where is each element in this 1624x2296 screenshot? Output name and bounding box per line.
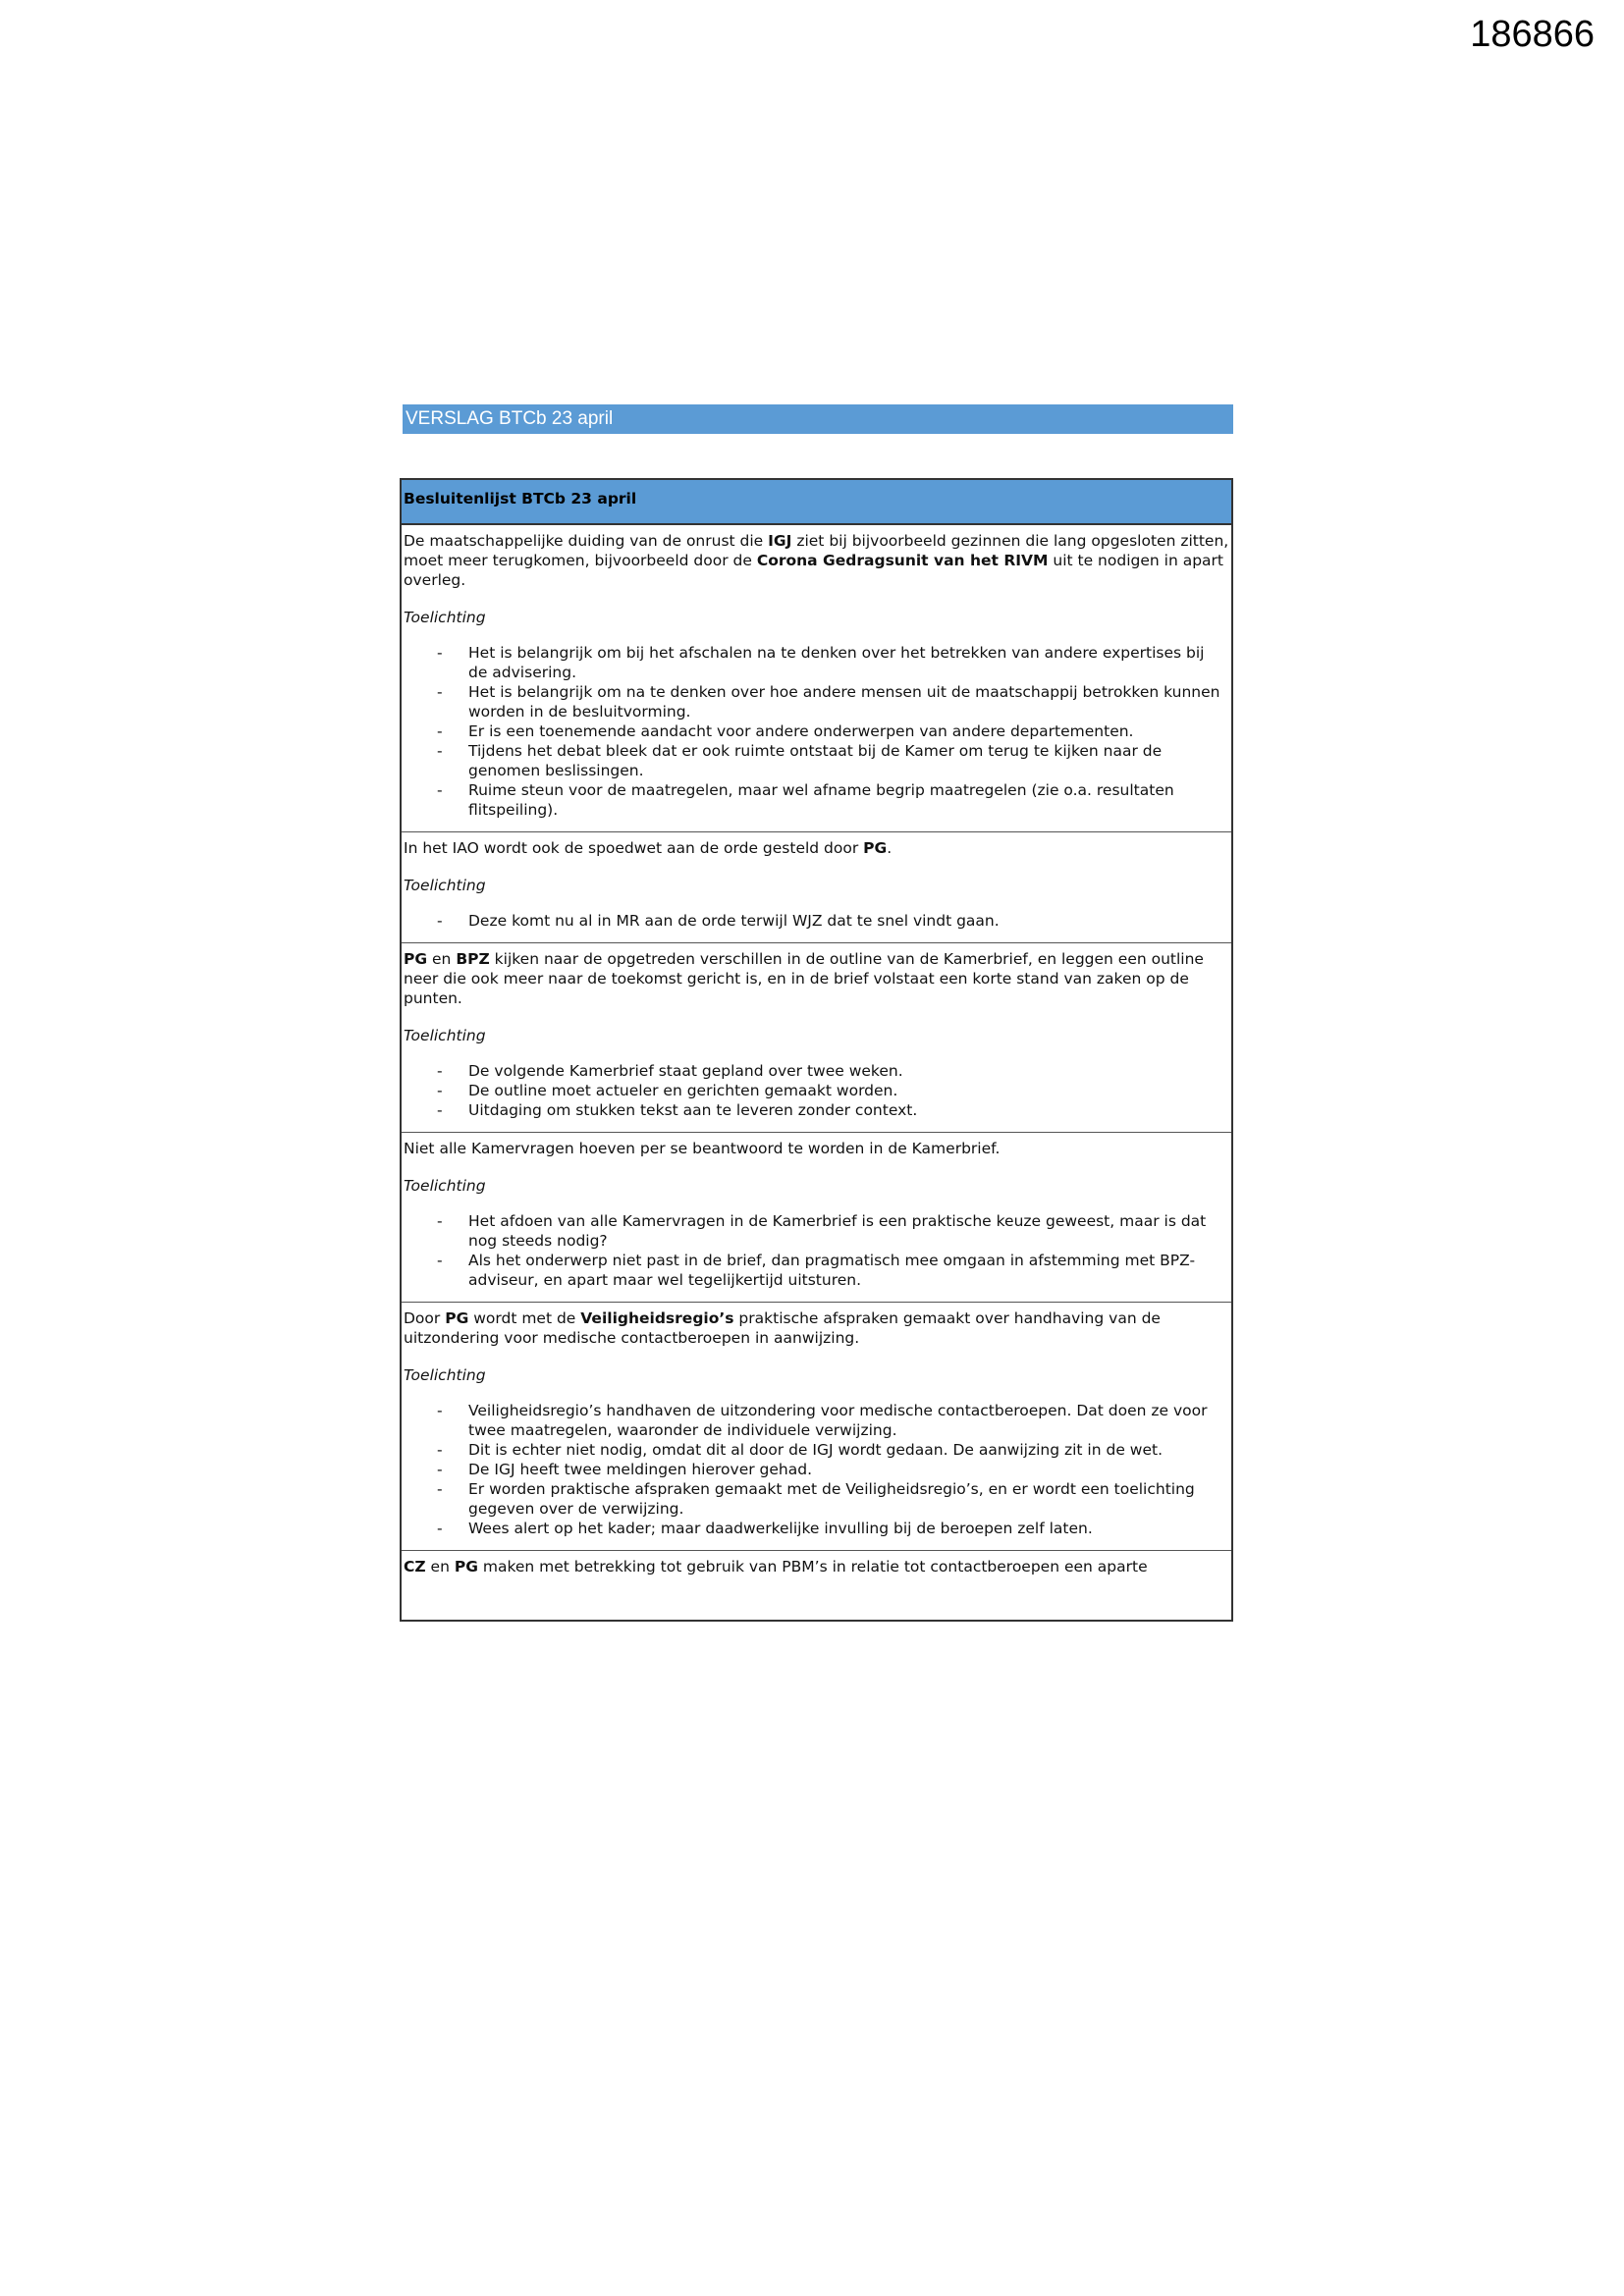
- toelichting-label: Toelichting: [404, 1177, 486, 1195]
- decision-statement: [404, 531, 1229, 590]
- list-item: - Dit is echter niet nodig, omdat dit al door de IGJ wordt gedaan. De aanwijzing zit in de wet.: [404, 1440, 1229, 1460]
- bold-term: PG: [404, 950, 428, 968]
- list-item: - Het is belangrijk om bij het afschalen na te denken over het betrekken van andere expertises bij de advisering.: [404, 643, 1229, 682]
- decision-row: [402, 1133, 1231, 1303]
- toelichting-list: [404, 1061, 1229, 1120]
- statement-text: ziet bij bijvoorbeeld gezinnen die lang opgesloten zitten, moet meer terugkomen, bijvoorbeeld door de: [404, 532, 1229, 569]
- decision-statement: [404, 1308, 1229, 1348]
- list-item: - Ruime steun voor de maatregelen, maar wel afname begrip maatregelen (zie o.a. resultaten flitspeiling).: [404, 780, 1229, 820]
- list-item: - Wees alert op het kader; maar daadwerkelijke invulling bij de beroepen zelf laten.: [404, 1519, 1229, 1538]
- bold-term: PG: [445, 1309, 469, 1327]
- decision-statement: [404, 949, 1229, 1008]
- bold-term: PG: [863, 839, 888, 857]
- statement-text: uit te nodigen in apart overleg.: [404, 552, 1223, 589]
- list-item: - De outline moet actueler en gerichten gemaakt worden.: [404, 1081, 1229, 1100]
- statement-text: De maatschappelijke duiding van de onrust die: [404, 532, 769, 550]
- decision-row: [402, 832, 1231, 943]
- decision-rows: [402, 525, 1231, 1620]
- statement-text: praktische afspraken gemaakt over handhaving van de uitzondering voor medische contactberoepen in aanwijzing.: [404, 1309, 1161, 1347]
- bold-term: Veiligheidsregio’s: [580, 1309, 734, 1327]
- toelichting-list: [404, 1211, 1229, 1290]
- list-item: - Het is belangrijk om na te denken over hoe andere mensen uit de maatschappij betrokken kunnen worden in de besluitvorming.: [404, 682, 1229, 721]
- list-item: - Uitdaging om stukken tekst aan te leveren zonder context.: [404, 1100, 1229, 1120]
- decision-row: [402, 943, 1231, 1133]
- toelichting-label: Toelichting: [404, 877, 486, 894]
- list-item: - Er is een toenemende aandacht voor andere onderwerpen van andere departementen.: [404, 721, 1229, 741]
- statement-text: Niet alle Kamervragen hoeven per se beantwoord te worden in de Kamerbrief.: [404, 1140, 1001, 1157]
- bold-term: BPZ: [456, 950, 490, 968]
- list-item: - De IGJ heeft twee meldingen hierover gehad.: [404, 1460, 1229, 1479]
- statement-text: In het IAO wordt ook de spoedwet aan de orde gesteld door: [404, 839, 864, 857]
- list-item: - Er worden praktische afspraken gemaakt met de Veiligheidsregio’s, en er wordt een toelichting gegeven over de verwijzing.: [404, 1479, 1229, 1519]
- page-number: 186866: [1470, 14, 1595, 55]
- toelichting-label: Toelichting: [404, 609, 486, 626]
- decision-statement: [404, 1139, 1229, 1158]
- document-title: VERSLAG BTCb 23 april: [403, 404, 1233, 434]
- list-item: - Als het onderwerp niet past in de brief, dan pragmatisch mee omgaan in afstemming met BPZ-adviseur, en apart maar wel tegelijkertijd uitsturen.: [404, 1251, 1229, 1290]
- decision-row: [402, 1303, 1231, 1551]
- bold-term: PG: [454, 1558, 478, 1575]
- bold-term: IGJ: [768, 532, 792, 550]
- list-item: - Deze komt nu al in MR aan de orde terwijl WJZ dat te snel vindt gaan.: [404, 911, 1229, 931]
- bold-term: CZ: [404, 1558, 426, 1575]
- list-item: - De volgende Kamerbrief staat gepland over twee weken.: [404, 1061, 1229, 1081]
- statement-text: wordt met de: [468, 1309, 581, 1327]
- list-item: - Het afdoen van alle Kamervragen in de Kamerbrief is een praktische keuze geweest, maar is dat nog steeds nodig?: [404, 1211, 1229, 1251]
- decision-row: [402, 525, 1231, 832]
- toelichting-label: Toelichting: [404, 1366, 486, 1384]
- toelichting-list: [404, 643, 1229, 820]
- list-item: - Veiligheidsregio’s handhaven de uitzondering voor medische contactberoepen. Dat doen ze voor twee maatregelen, waaronder de individuele verwijzing.: [404, 1401, 1229, 1440]
- toelichting-label: Toelichting: [404, 1027, 486, 1044]
- decision-statement: [404, 1557, 1229, 1576]
- statement-text: en: [427, 950, 457, 968]
- bold-term: Corona Gedragsunit van het RIVM: [756, 552, 1049, 569]
- decision-row: [402, 1551, 1231, 1620]
- toelichting-list: [404, 911, 1229, 931]
- statement-text: Door: [404, 1309, 446, 1327]
- list-item: - Tijdens het debat bleek dat er ook ruimte ontstaat bij de Kamer om terug te kijken naar de genomen beslissingen.: [404, 741, 1229, 780]
- decision-list-table: [400, 478, 1233, 1622]
- statement-text: maken met betrekking tot gebruik van PBM’s in relatie tot contactberoepen een aparte: [477, 1558, 1148, 1575]
- statement-text: en: [425, 1558, 455, 1575]
- statement-text: .: [887, 839, 893, 857]
- statement-text: kijken naar de opgetreden verschillen in de outline van de Kamerbrief, en leggen een outline neer die ook meer naar de toekomst gericht is, en in de brief volstaat een korte stand van zaken op de punten.: [404, 950, 1204, 1007]
- toelichting-list: [404, 1401, 1229, 1538]
- decision-statement: [404, 838, 1229, 858]
- decision-list-header: Besluitenlijst BTCb 23 april: [402, 480, 1231, 525]
